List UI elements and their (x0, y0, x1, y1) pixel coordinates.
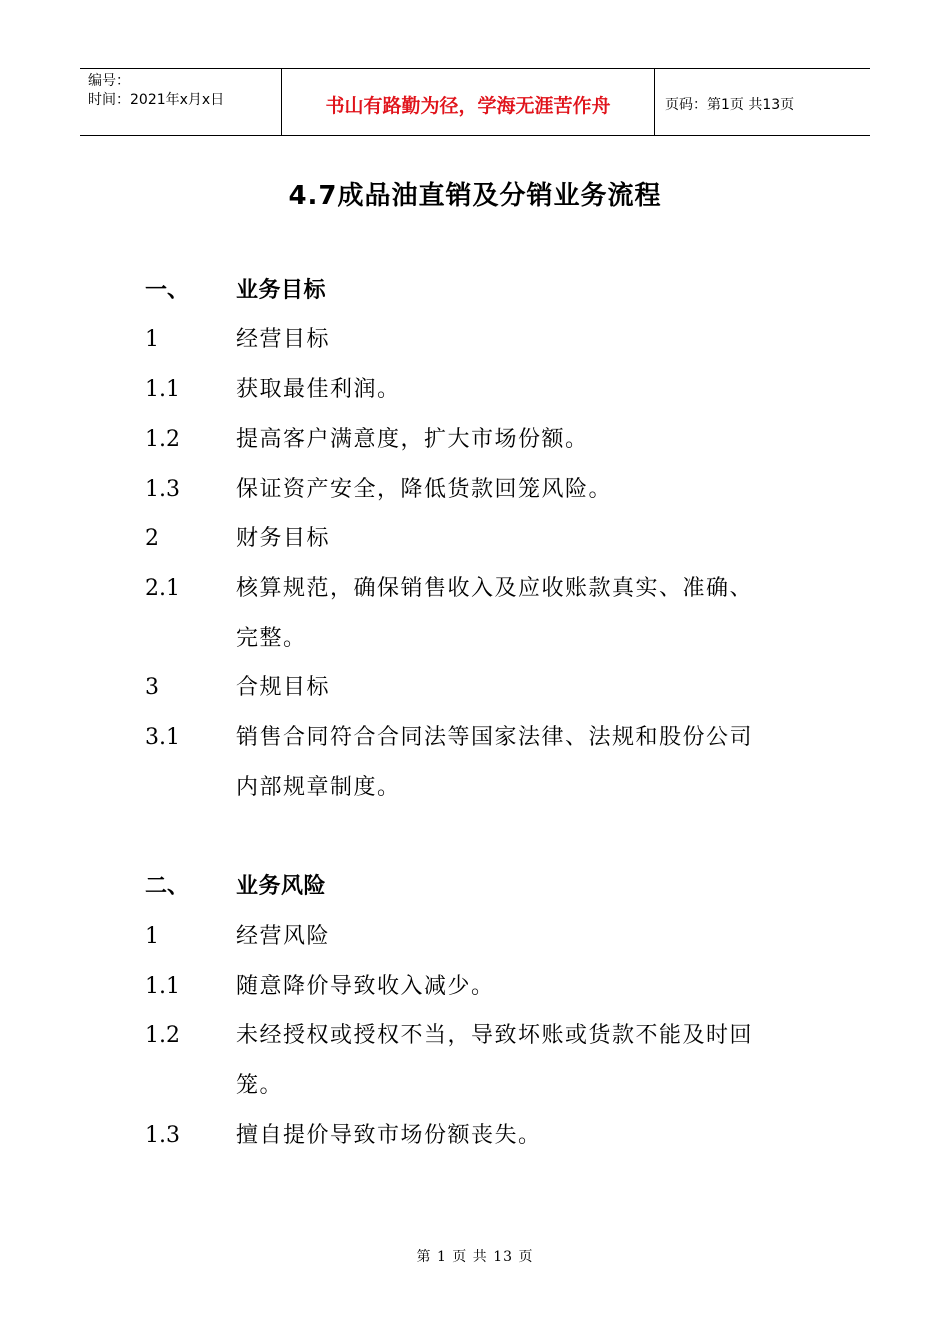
list-item (0, 375, 950, 405)
list-item (0, 922, 950, 952)
item-number: 2.1 (145, 576, 180, 601)
item-number: 3.1 (145, 725, 180, 750)
item-number: 3 (145, 675, 159, 700)
list-item (0, 425, 950, 455)
section-text: 业务目标 (236, 278, 327, 303)
section-number: 一、 (145, 278, 190, 303)
item-text: 核算规范，确保销售收入及应收账款真实、准确、 (236, 576, 754, 601)
item-number: 1.1 (145, 974, 180, 999)
section-text: 业务风险 (236, 874, 327, 899)
item-text: 笼。 (236, 1073, 284, 1098)
item-text: 销售合同符合合同法等国家法律、法规和股份公司 (236, 725, 754, 750)
item-number: 1.2 (145, 427, 180, 452)
item-text: 未经授权或授权不当，导致坏账或货款不能及时回 (236, 1023, 754, 1048)
list-item (0, 524, 950, 554)
item-number: 2 (145, 526, 159, 551)
document-date: 时间：2021年x月x日 (88, 92, 225, 108)
header-meta (80, 69, 282, 135)
item-text: 经营目标 (236, 327, 331, 352)
list-item (0, 325, 950, 355)
list-item (0, 1021, 950, 1051)
list-item-continuation (0, 1071, 950, 1101)
item-text: 财务目标 (236, 526, 331, 551)
list-item-continuation (0, 773, 950, 803)
list-item (0, 673, 950, 703)
document-number-label: 编号： (88, 73, 130, 89)
section-heading-risks (0, 872, 950, 902)
header-page-info: 页码：第1页 共13页 (665, 97, 795, 113)
section-heading-objectives (0, 276, 950, 306)
item-number: 1.3 (145, 1123, 180, 1148)
list-item (0, 723, 950, 753)
document-title: 4.7成品油直销及分销业务流程 (288, 181, 662, 211)
item-number: 1 (145, 924, 159, 949)
item-text: 擅自提价导致市场份额丧失。 (236, 1123, 542, 1148)
list-item (0, 972, 950, 1002)
item-text: 合规目标 (236, 675, 331, 700)
item-text: 保证资产安全，降低货款回笼风险。 (236, 477, 613, 502)
list-item (0, 1121, 950, 1151)
item-text: 随意降价导致收入减少。 (236, 974, 495, 999)
item-text: 获取最佳利润。 (236, 377, 401, 402)
list-item-continuation (0, 624, 950, 654)
item-text: 经营风险 (236, 924, 331, 949)
list-item (0, 574, 950, 604)
item-text: 完整。 (236, 626, 307, 651)
item-number: 1.1 (145, 377, 180, 402)
page-footer: 第 1 页 共 13 页 (416, 1249, 534, 1265)
item-text: 提高客户满意度，扩大市场份额。 (236, 427, 589, 452)
list-item (0, 475, 950, 505)
item-number: 1.3 (145, 477, 180, 502)
item-text: 内部规章制度。 (236, 775, 401, 800)
item-number: 1 (145, 327, 159, 352)
header-motto: 书山有路勤为径，学海无涯苦作舟 (282, 69, 655, 135)
page-header (80, 68, 870, 136)
item-number: 1.2 (145, 1023, 180, 1048)
section-number: 二、 (145, 874, 190, 899)
